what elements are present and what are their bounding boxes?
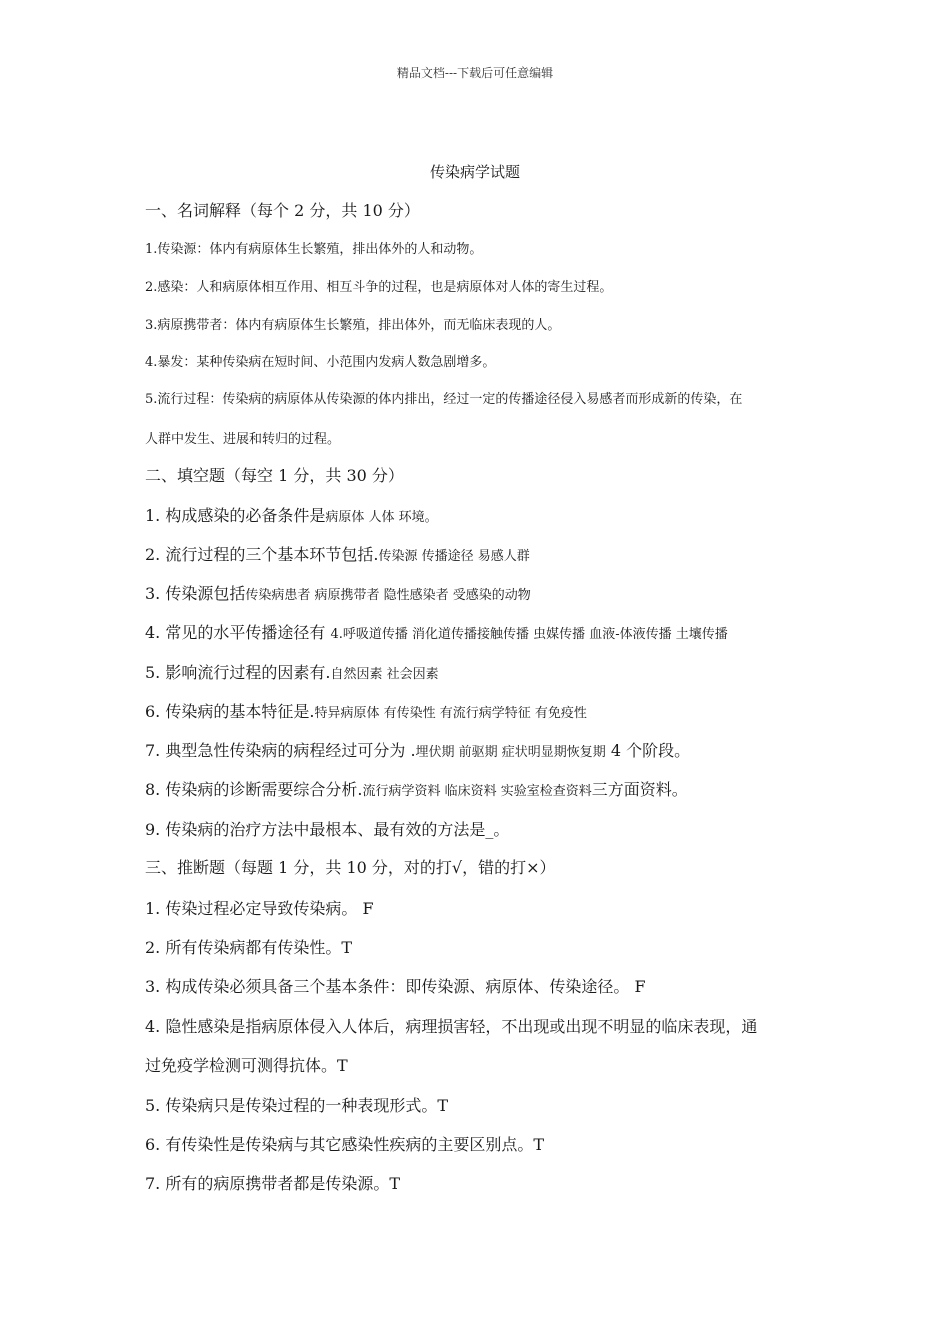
section-heading-definitions: 一、名词解释（每个 2 分，共 10 分）: [145, 201, 420, 220]
definition-item: 4.暴发：某种传染病在短时间、小范围内发病人数急剧增多。: [145, 355, 496, 370]
question-text: 5. 影响流行过程的因素有.: [145, 663, 331, 682]
question-text: 6. 传染病的基本特征是.: [145, 702, 315, 721]
section-heading-judgment: 三、推断题（每题 1 分，共 10 分，对的打√，错的打×）: [145, 858, 556, 877]
answer-text: 特异病原体 有传染性 有流行病学特征 有免疫性: [314, 706, 587, 721]
definition-item: 3.病原携带者：体内有病原体生长繁殖，排出体外，而无临床表现的人。: [145, 318, 561, 333]
answer-text: 传染源 传播途径 易感人群: [378, 549, 530, 564]
fill-question: [145, 581, 531, 604]
document-title: 传染病学试题: [429, 163, 520, 181]
answer-text: 传染病患者 病原携带者 隐性感染者 受感染的动物: [245, 588, 531, 603]
definition-item: 5.流行过程：传染病的病原体从传染源的体内排出，经过一定的传播途径侵入易感者而形成新的传染，在: [145, 392, 743, 407]
question-text: 3. 传染源包括: [145, 584, 246, 603]
page-header: 精品文档---下载后可任意编辑: [396, 66, 554, 80]
judgment-item: 5. 传染病只是传染过程的一种表现形式。T: [145, 1096, 449, 1115]
judgment-item: 3. 构成传染必须具备三个基本条件：即传染源、病原体、传染途径。 F: [145, 977, 646, 996]
definition-item: 1.传染源：体内有病原体生长繁殖，排出体外的人和动物。: [145, 242, 483, 257]
question-text: 9. 传染病的治疗方法中最根本、最有效的方法是_。: [145, 820, 510, 839]
answer-text: 流行病学资料 临床资料 实验室检查资料: [362, 784, 592, 799]
answer-text: 病原体 人体 环境。: [325, 510, 438, 525]
definition-item-continued: 人群中发生、进展和转归的过程。: [145, 432, 341, 447]
judgment-item: 1. 传染过程必定导致传染病。 F: [145, 899, 374, 918]
judgment-item: 4. 隐性感染是指病原体侵入人体后，病理损害轻，不出现或出现不明显的临床表现，通: [145, 1017, 758, 1036]
section-heading-fill-in: 二、填空题（每空 1 分，共 30 分）: [145, 466, 404, 485]
fill-question: [145, 738, 690, 761]
definition-item: 2.感染：人和病原体相互作用、相互斗争的过程，也是病原体对人体的寄生过程。: [145, 280, 613, 295]
fill-question: [145, 817, 509, 840]
fill-question: [145, 542, 530, 565]
judgment-item: 2. 所有传染病都有传染性。T: [145, 938, 353, 957]
question-text: 4. 常见的水平传播途径有: [145, 623, 331, 642]
question-tail: 三方面资料。: [591, 780, 688, 799]
answer-text: 自然因素 社会因素: [330, 667, 439, 682]
fill-question: [145, 660, 439, 683]
fill-question: [145, 699, 587, 722]
question-text: 1. 构成感染的必备条件是: [145, 506, 326, 525]
judgment-item: 7. 所有的病原携带者都是传染源。T: [145, 1174, 401, 1193]
question-text: 7. 典型急性传染病的病程经过可分为 .: [145, 741, 416, 760]
fill-question: [145, 620, 728, 643]
question-tail: 4 个阶段。: [605, 741, 691, 760]
question-text: 2. 流行过程的三个基本环节包括.: [145, 545, 379, 564]
question-text: 8. 传染病的诊断需要综合分析.: [145, 780, 363, 799]
judgment-item: 6. 有传染性是传染病与其它感染性疾病的主要区别点。T: [145, 1135, 545, 1154]
answer-text: 4.呼吸道传播 消化道传播接触传播 虫媒传播 血液-体液传播 土壤传播: [330, 627, 728, 642]
fill-question: [145, 503, 438, 526]
judgment-item-continued: 过免疫学检测可测得抗体。T: [145, 1056, 348, 1075]
fill-question: [145, 777, 688, 800]
answer-text: 埋伏期 前驱期 症状明显期恢复期: [415, 745, 606, 760]
